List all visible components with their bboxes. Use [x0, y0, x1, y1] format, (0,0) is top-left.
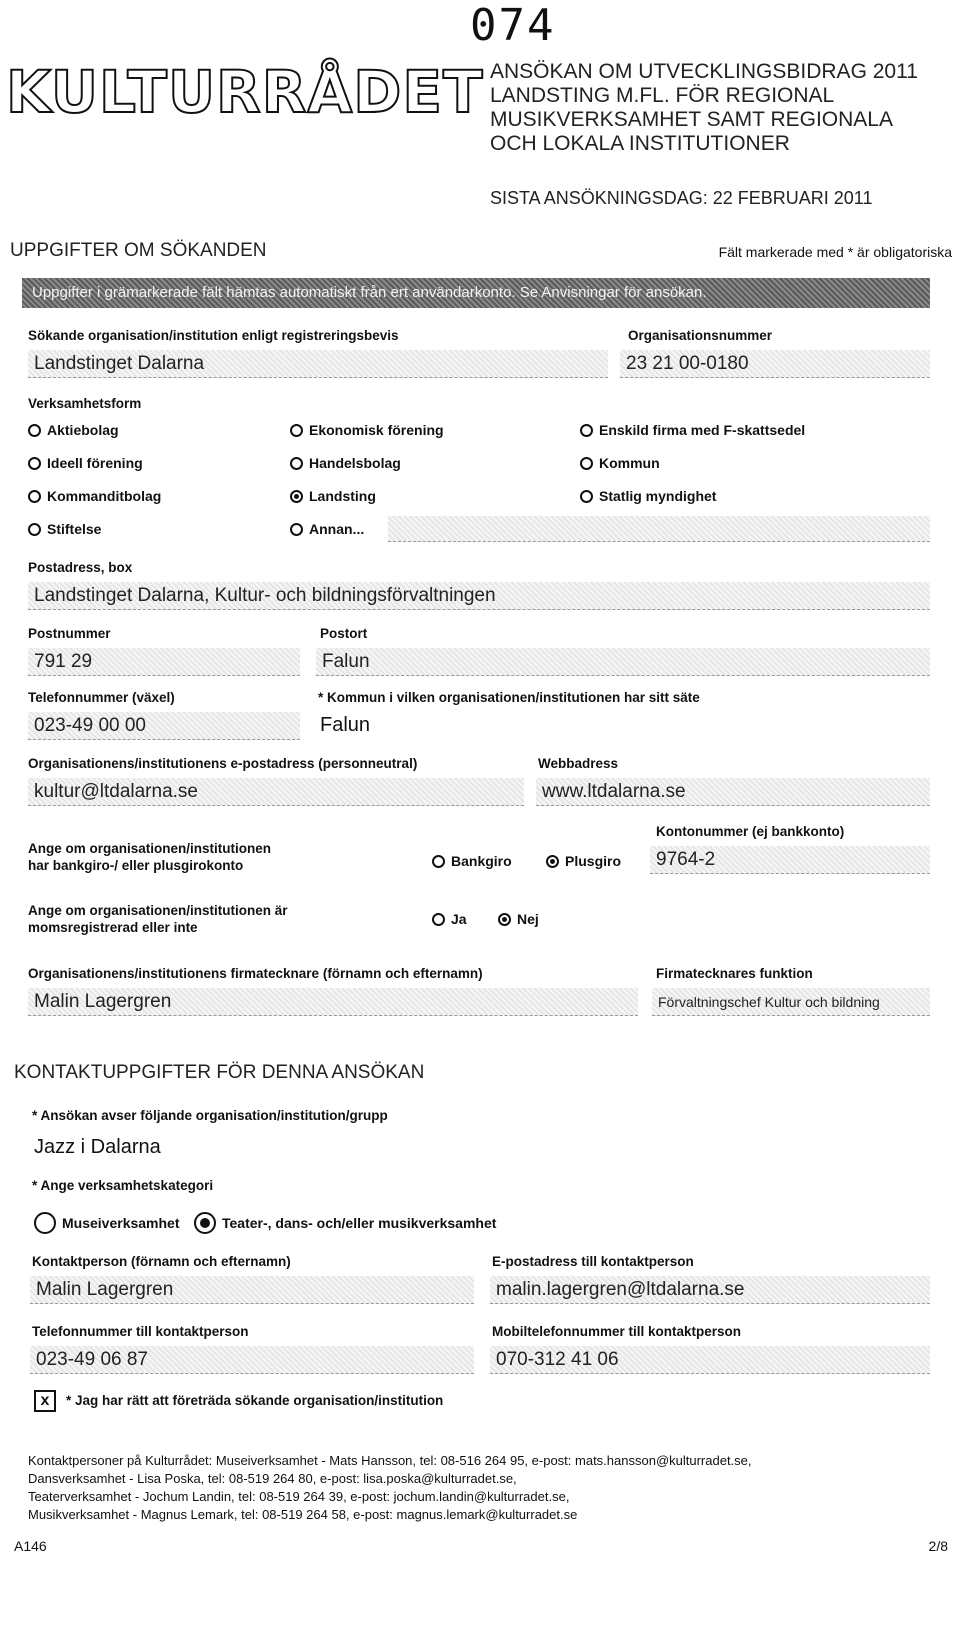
footer-line: Kontaktpersoner på Kulturrådet: Museiverksamhet - Mats Hansson, tel: 08-516 264 95, e-post: mats.hansson@kulturradet.se, — [28, 1453, 752, 1468]
radio-label: Bankgiro — [451, 853, 512, 869]
label-line: momsregistrerad eller inte — [28, 920, 198, 935]
address-field[interactable]: Landstinget Dalarna, Kultur- och bildningsförvaltningen — [28, 582, 930, 610]
category-label: * Ange verksamhetskategori — [32, 1178, 214, 1193]
stamp-number: 074 — [470, 0, 556, 51]
web-label: Webbadress — [538, 756, 619, 771]
title-line: ANSÖKAN OM UTVECKLINGSBIDRAG 2011 — [490, 60, 918, 83]
radio-circle — [290, 457, 303, 470]
radio-label: Teater-, dans- och/eller musikverksamhet — [222, 1215, 497, 1231]
radio-circle-selected — [546, 855, 559, 868]
radio-circle-selected — [194, 1212, 216, 1234]
radio-label: Landsting — [309, 488, 376, 504]
web-field[interactable]: www.ltdalarna.se — [536, 778, 930, 806]
radio-annan[interactable] — [290, 521, 364, 537]
radio-circle — [28, 457, 41, 470]
person-phone-label: Telefonnummer till kontaktperson — [32, 1324, 249, 1339]
email-label: Organisationens/institutionens e-postadress (personneutral) — [28, 756, 418, 771]
account-field[interactable]: 9764-2 — [650, 846, 930, 874]
radio-circle — [432, 913, 445, 926]
postort-label: Postort — [320, 626, 368, 641]
address-label: Postadress, box — [28, 560, 133, 575]
radio-label: Annan... — [309, 521, 365, 537]
org-label: Sökande organisation/institution enligt registreringsbevis — [28, 328, 399, 343]
applicant-section-title: UPPGIFTER OM SÖKANDEN — [10, 240, 267, 261]
phone-field[interactable]: 023-49 00 00 — [28, 712, 300, 740]
footer-contacts — [28, 1452, 752, 1524]
radio-label: Aktiebolag — [47, 422, 119, 438]
person-email-field[interactable]: malin.lagergren@ltdalarna.se — [490, 1276, 930, 1304]
applies-value[interactable]: Jazz i Dalarna — [34, 1136, 161, 1158]
signatory-fn-label: Firmatecknares funktion — [656, 966, 813, 981]
radio-circle — [432, 855, 445, 868]
postnr-field[interactable]: 791 29 — [28, 648, 300, 676]
radio-circle-selected — [290, 490, 303, 503]
radio-vat-no[interactable] — [498, 911, 539, 927]
radio-label: Handelsbolag — [309, 455, 401, 471]
contact-section-title: KONTAKTUPPGIFTER FÖR DENNA ANSÖKAN — [14, 1062, 425, 1083]
orgnr-field[interactable]: 23 21 00-0180 — [620, 350, 930, 378]
account-label: Kontonummer (ej bankkonto) — [656, 824, 845, 839]
authority-label: * Jag har rätt att företräda sökande organisation/institution — [66, 1393, 444, 1408]
account-type-label — [28, 840, 271, 874]
municipality-value[interactable]: Falun — [320, 714, 371, 736]
label-line: Ange om organisationen/institutionen — [28, 841, 271, 856]
radio-aktiebolag[interactable] — [28, 422, 119, 438]
orgnr-label: Organisationsnummer — [628, 328, 773, 343]
radio-handelsbolag[interactable] — [290, 455, 401, 471]
radio-label: Kommun — [599, 455, 660, 471]
mobile-label: Mobiltelefonnummer till kontaktperson — [492, 1324, 742, 1339]
vat-label — [28, 902, 288, 936]
email-field[interactable]: kultur@ltdalarna.se — [28, 778, 524, 806]
form-title — [490, 60, 960, 156]
mandatory-note: Fält markerade med * är obligatoriska — [718, 244, 952, 260]
radio-circle — [290, 523, 303, 536]
footer-line: Teaterverksamhet - Jochum Landin, tel: 08-519 264 39, e-post: jochum.landin@kulturradet.se, — [28, 1489, 570, 1504]
postnr-label: Postnummer — [28, 626, 111, 641]
radio-circle — [580, 424, 593, 437]
radio-circle — [28, 523, 41, 536]
radio-bankgiro[interactable] — [432, 853, 512, 869]
radio-enskild-firma[interactable] — [580, 422, 805, 438]
annan-field[interactable] — [388, 516, 930, 542]
radio-label: Museiverksamhet — [62, 1215, 180, 1231]
person-field[interactable]: Malin Lagergren — [30, 1276, 474, 1304]
phone-label: Telefonnummer (växel) — [28, 690, 175, 705]
org-field[interactable]: Landstinget Dalarna — [28, 350, 608, 378]
radio-label: Nej — [517, 911, 539, 927]
radio-label: Statlig myndighet — [599, 488, 717, 504]
person-label: Kontaktperson (förnamn och efternamn) — [32, 1254, 291, 1269]
radio-landsting[interactable] — [290, 488, 376, 504]
radio-label: Ideell förening — [47, 455, 143, 471]
radio-label: Plusgiro — [565, 853, 622, 869]
radio-circle — [28, 490, 41, 503]
radio-label: Stiftelse — [47, 521, 102, 537]
radio-label: Ekonomisk förening — [309, 422, 444, 438]
radio-circle — [28, 424, 41, 437]
radio-circle-selected — [498, 913, 511, 926]
person-email-label: E-postadress till kontaktperson — [492, 1254, 694, 1269]
form-code: A146 — [14, 1538, 47, 1554]
radio-label: Kommanditbolag — [47, 488, 162, 504]
footer-line: Musikverksamhet - Magnus Lemark, tel: 08-519 264 58, e-post: magnus.lemark@kulturradet.se — [28, 1507, 578, 1522]
radio-label: Enskild firma med F-skattsedel — [599, 422, 806, 438]
radio-vat-yes[interactable] — [432, 911, 467, 927]
page-number: 2/8 — [928, 1538, 948, 1554]
radio-kommun[interactable] — [580, 455, 660, 471]
signatory-label: Organisationens/institutionens firmatecknare (förnamn och efternamn) — [28, 966, 483, 981]
radio-museiverksamhet[interactable] — [34, 1212, 180, 1234]
municipality-label: * Kommun i vilken organisationen/institutionen har sitt säte — [318, 690, 700, 705]
title-line: OCH LOKALA INSTITUTIONER — [490, 132, 790, 155]
radio-ekonomisk-forening[interactable] — [290, 422, 444, 438]
radio-circle — [290, 424, 303, 437]
radio-circle — [580, 457, 593, 470]
radio-ideell-forening[interactable] — [28, 455, 143, 471]
authority-checkbox[interactable]: x — [34, 1390, 56, 1412]
radio-plusgiro[interactable] — [546, 853, 621, 869]
deadline: SISTA ANSÖKNINGSDAG: 22 FEBRUARI 2011 — [490, 188, 873, 208]
label-line: har bankgiro-/ eller plusgirokonto — [28, 858, 244, 873]
mobile-field[interactable]: 070-312 41 06 — [490, 1346, 930, 1374]
radio-kommanditbolag[interactable] — [28, 488, 161, 504]
applies-label: * Ansökan avser följande organisation/institution/grupp — [32, 1108, 388, 1123]
radio-statlig-myndighet[interactable] — [580, 488, 716, 504]
radio-circle — [34, 1212, 56, 1234]
signatory-field[interactable]: Malin Lagergren — [28, 988, 638, 1016]
logo: KULTURRÅDET — [6, 58, 484, 126]
radio-label: Ja — [451, 911, 467, 927]
postort-field[interactable]: Falun — [316, 648, 930, 676]
label-line: Ange om organisationen/institutionen är — [28, 903, 288, 918]
radio-stiftelse[interactable] — [28, 521, 101, 537]
footer-line: Dansverksamhet - Lisa Poska, tel: 08-519 264 80, e-post: lisa.poska@kulturradet.se, — [28, 1471, 517, 1486]
signatory-fn-field[interactable]: Förvaltningschef Kultur och bildning — [652, 988, 930, 1016]
form-label: Verksamhetsform — [28, 396, 142, 411]
radio-circle — [580, 490, 593, 503]
title-line: LANDSTING M.FL. FÖR REGIONAL — [490, 84, 835, 107]
radio-teater-dans-musik[interactable] — [194, 1212, 496, 1234]
info-banner: Uppgifter i grämarkerade fält hämtas automatiskt från ert användarkonto. Se Anvisningar för ansökan. — [22, 278, 930, 308]
person-phone-field[interactable]: 023-49 06 87 — [30, 1346, 474, 1374]
title-line: MUSIKVERKSAMHET SAMT REGIONALA — [490, 108, 893, 131]
